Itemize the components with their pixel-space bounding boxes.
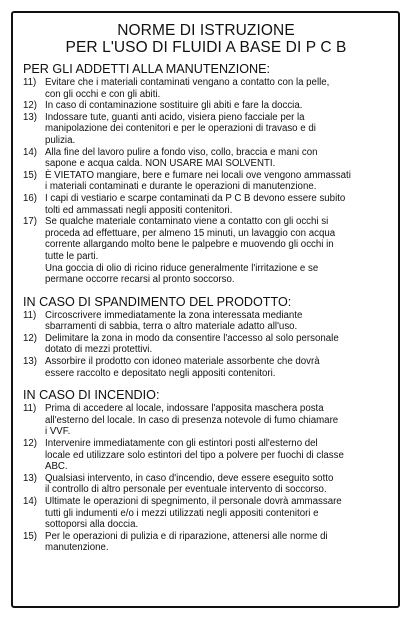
section-heading: IN CASO DI SPANDIMENTO DEL PRODOTTO: — [23, 294, 292, 309]
item-number: 12) — [23, 438, 38, 450]
section-1 — [23, 62, 389, 286]
instruction-item — [23, 310, 389, 333]
instruction-item — [23, 333, 389, 356]
item-number: 11) — [23, 77, 37, 88]
item-text — [45, 531, 389, 554]
item-number: 13) — [23, 472, 38, 484]
item-text-line: i materiali contaminati e durante le operazioni di manutenzione. — [45, 181, 317, 193]
item-number: 15) — [23, 169, 38, 181]
instruction-item — [23, 438, 389, 473]
item-text-line: all'esterno del locale. In caso di presenza notevole di fumo chiamare — [45, 414, 339, 426]
item-text — [45, 193, 389, 216]
instruction-item — [23, 531, 389, 554]
item-text-line: i VVF. — [45, 426, 71, 438]
sections-container — [23, 62, 389, 554]
item-text-line: Intervenire immediatamente con gli estintori posti all'esterno del — [45, 438, 318, 450]
item-text — [45, 100, 389, 112]
section-3 — [23, 388, 389, 554]
item-text — [45, 310, 389, 333]
item-text-line: Una goccia di olio di ricino riduce generalmente l'irritazione e se — [45, 262, 319, 274]
instruction-item — [23, 193, 389, 216]
instruction-item — [23, 473, 389, 496]
item-text-line: Qualsiasi intervento, in caso d'incendio, deve essere eseguito sotto — [45, 472, 334, 484]
instruction-item — [23, 403, 389, 438]
item-text-line: È VIETATO mangiare, bere e fumare nei locali ove vengono ammassati — [45, 169, 351, 181]
item-text — [45, 496, 389, 531]
instruction-item — [23, 356, 389, 379]
item-text-line: proceda ad effettuare, per almeno 15 minuti, un lavaggio con acqua — [45, 227, 336, 239]
section-heading: PER GLI ADDETTI ALLA MANUTENZIONE: — [23, 62, 271, 76]
item-text — [45, 77, 389, 100]
item-text-line: Delimitare la zona in modo da consentire l'accesso al solo personale — [45, 332, 339, 344]
sign-title-line-1: NORME DI ISTRUZIONE — [117, 22, 295, 39]
item-text-line: Ultimate le operazioni di spegnimento, il personale dovrà ammassare — [45, 496, 342, 507]
item-text-line: Indossare tute, guanti anti acido, visiera pieno facciale per la — [45, 111, 305, 123]
section-2 — [23, 295, 389, 380]
instruction-list — [23, 310, 389, 380]
item-number: 17) — [23, 216, 38, 228]
item-text-line: Per le operazioni di pulizia e di riparazione, attenersi alle norme di — [45, 530, 328, 542]
instruction-list — [23, 77, 389, 286]
item-text — [45, 147, 389, 170]
item-text — [45, 356, 389, 379]
item-text-line: Assorbire il prodotto con idoneo materiale assorbente che dovrà — [45, 356, 320, 368]
item-text-line: Evitare che i materiali contaminati vengano a contatto con la pelle, — [45, 77, 330, 88]
item-text-line: ABC. — [45, 461, 68, 473]
item-text — [45, 438, 389, 473]
instruction-item — [23, 147, 389, 170]
section-heading: IN CASO DI INCENDIO: — [23, 388, 160, 403]
item-number: 11) — [23, 403, 37, 415]
item-text — [45, 112, 389, 147]
item-text — [45, 473, 389, 496]
item-text-line: tolti ed ammassati negli appositi contenitori. — [45, 204, 233, 216]
item-number: 13) — [23, 356, 38, 368]
item-text — [45, 403, 389, 438]
sign-title — [23, 23, 389, 56]
item-text-line: con gli occhi e con gli abiti. — [45, 88, 161, 100]
instruction-item — [23, 496, 389, 531]
item-number: 11) — [23, 309, 37, 321]
item-text-line: sbarramenti di sabbia, terra o altro materiale adatto all'uso. — [45, 321, 298, 333]
item-text-line: Alla fine del lavoro pulire a fondo viso, collo, braccia e mani con — [45, 146, 318, 158]
item-text-line: I capi di vestiario e scarpe contaminati da P C B devono essere subito — [45, 192, 346, 204]
item-text — [45, 333, 389, 356]
item-text-line: Se qualche materiale contaminato viene a contatto con gli occhi si — [45, 216, 329, 228]
item-text-line: dotato di mezzi protettivi. — [45, 344, 153, 356]
sign-title-line-2: PER L'USO DI FLUIDI A BASE DI P C B — [65, 38, 347, 56]
item-number: 12) — [23, 100, 38, 112]
instruction-item — [23, 112, 389, 147]
instruction-item — [23, 77, 389, 100]
item-number: 14) — [23, 496, 38, 507]
item-text-line: In caso di contaminazione sostituire gli abiti e fare la doccia. — [45, 100, 303, 112]
instruction-item — [23, 100, 389, 112]
item-number: 14) — [23, 146, 38, 158]
item-text-line: sottoporsi alla doccia. — [45, 519, 139, 531]
item-text-line: Circoscrivere immediatamente la zona interessata mediante — [45, 309, 303, 321]
item-text-line: tutti gli indumenti e/o i mezzi utilizzati negli appositi contenitori e — [45, 507, 319, 519]
instruction-item — [23, 170, 389, 193]
item-text-line: sapone e acqua calda. NON USARE MAI SOLVENTI. — [45, 158, 276, 170]
item-text — [45, 216, 389, 286]
item-number: 16) — [23, 192, 38, 204]
item-text-line: manipolazione dei contenitori e per le operazioni di travaso e di — [45, 123, 316, 135]
item-text-line: essere raccolto e depositato negli appositi contenitori. — [45, 367, 276, 379]
item-text-line: Prima di accedere al locale, indossare l'apposita maschera posta — [45, 403, 324, 415]
item-number: 13) — [23, 111, 38, 123]
instruction-list — [23, 403, 389, 554]
item-text-line: manutenzione. — [45, 542, 109, 554]
item-text-line: tutte le parti. — [45, 250, 99, 262]
item-number: 12) — [23, 332, 38, 344]
item-text-line: pulizia. — [45, 134, 76, 146]
item-text-line: permane occorre recarsi al pronto soccorso. — [45, 274, 235, 286]
item-text-line: il controllo di altro personale per eventuale intervento di soccorso. — [45, 484, 327, 496]
item-text-line: locale ed utilizzare solo estintori del tipo a polvere per fuochi di classe — [45, 449, 344, 461]
item-text-line: corrente allargando molto bene le palpebre e muovendo gli occhi in — [45, 239, 334, 251]
item-number: 15) — [23, 530, 38, 542]
instruction-item — [23, 216, 389, 286]
safety-sign — [11, 11, 400, 608]
item-text — [45, 170, 389, 193]
